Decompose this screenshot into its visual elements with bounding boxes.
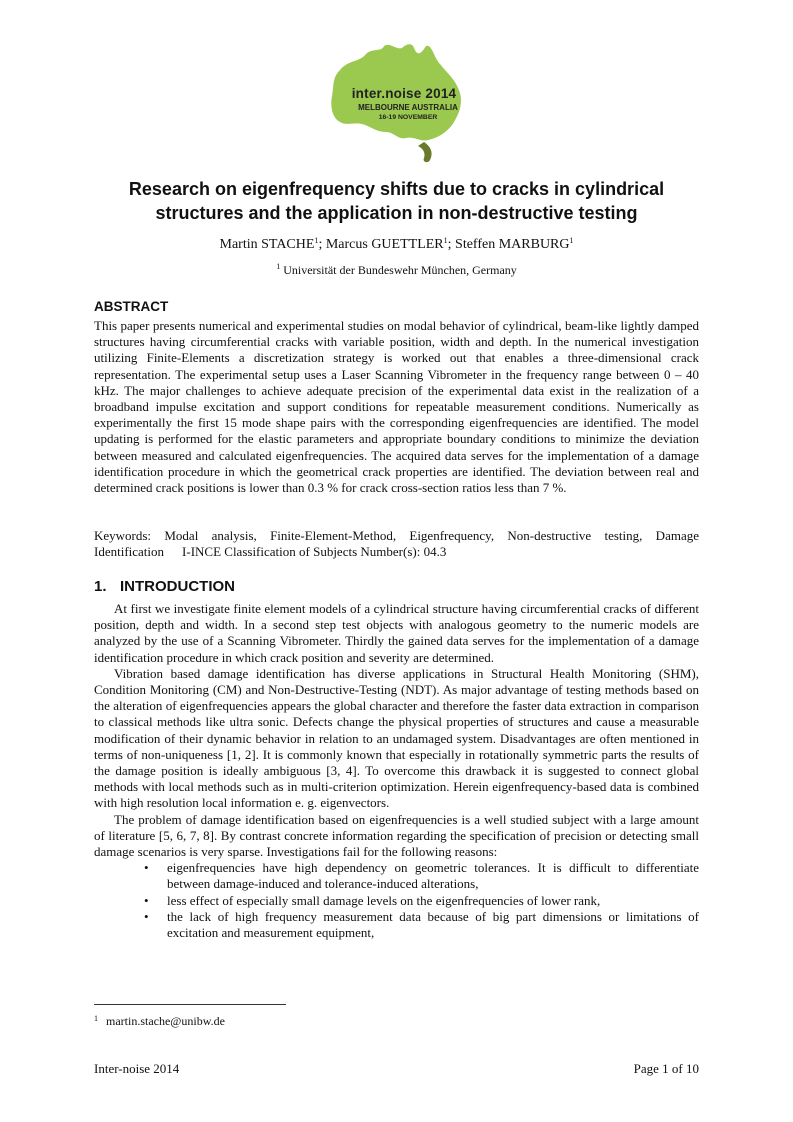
list-item bbox=[94, 860, 699, 892]
footer-conference: Inter-noise 2014 bbox=[94, 1061, 180, 1076]
author-affil-mark: 1 bbox=[314, 236, 319, 245]
bullet-icon: • bbox=[144, 908, 149, 924]
classification-text: I-INCE Classification of Subjects Number(s): 04.3 bbox=[182, 544, 447, 560]
author-name: Martin STACHE bbox=[219, 237, 315, 252]
footnote-email[interactable]: martin.stache@unibw.de bbox=[106, 1014, 225, 1028]
abstract-text: This paper presents numerical and experimental studies on modal behavior of cylindrical, beam-like lightly damped structures having circumferential cracks with variable position, width and depth. In the numerical investigation utilizing Finite-Elements a discretization strategy is worked out that enables a three-dimensional crack representation. The experimental setup uses a Laser Scanning Vibrometer in the frequency range between 0 – 40 kHz. The major challenges to achieve adequate precision of the experimental data exist in the realization of a broadband impulse excitation and support conditions for repeatable measurement conditions. Numerically as experimentally the first 15 mode shape pairs with the corresponding eigenfrequencies are identified. The model updating is performed for the elastic parameters and appropriate boundary conditions to minimize the deviation between measured and calculated eigenfrequencies. The acquired data serves for the implementation of a damage identification procedure in which the geometrical crack properties are identified. The deviation between real and determined crack positions is lower than 0.3 % for crack cross-section ratios less than 7 %. bbox=[94, 318, 699, 496]
footnote-divider bbox=[94, 1004, 286, 1005]
section-heading-introduction bbox=[94, 578, 235, 595]
logo-name: inter.noise 2014 bbox=[351, 86, 457, 101]
paragraph: Vibration based damage identification has diverse applications in Structural Health Monitoring (SHM), Condition Monitoring (CM) and Non-Destructive-Testing (NDT). As major advantage of testing methods based on the alteration of eigenfrequencies appears the global character and therefore the faster data extraction in comparison to classical methods like ultra sonic. Defects change the physical properties of structures and cause a measurable modification of their dynamic behavior in relation to an undamaged system. Disadvantages are often mentioned in terms of non-uniqueness [1, 2]. It is commonly known that especially in rotationally symmetric parts the results of the damage position is ideally ambiguous [3, 4]. To overcome this drawback it is suggested to connect global methods with local methods such as in multi-criterion optimization. Herein eigenfrequency-based data is combined with high resolution local information e. g. eigenvectors. bbox=[94, 665, 699, 811]
keywords bbox=[94, 528, 699, 560]
reasons-list bbox=[94, 860, 699, 941]
footer-page-number: Page 1 of 10 bbox=[633, 1061, 699, 1076]
author-affil-mark: 1 bbox=[569, 236, 574, 245]
abstract-heading: ABSTRACT bbox=[94, 299, 169, 314]
author-separator: ; bbox=[318, 237, 326, 252]
list-item-text: eigenfrequencies have high dependency on geometric tolerances. It is difficult to differentiate between damage-induced and tolerance-induced alterations, bbox=[167, 860, 699, 892]
footnote bbox=[94, 1014, 225, 1029]
affiliation-text: Universität der Bundeswehr München, Germany bbox=[283, 263, 517, 277]
keywords-text: Keywords: Modal analysis, Finite-Element-Method, Eigenfrequency, Non-destructive testing, Damage Identification bbox=[94, 528, 699, 560]
list-item bbox=[94, 909, 699, 941]
list-item-text: less effect of especially small damage levels on the eigenfrequencies of lower rank, bbox=[167, 892, 601, 908]
boomerang-shape bbox=[418, 142, 432, 162]
bullet-icon: • bbox=[144, 892, 149, 908]
introduction-body bbox=[94, 601, 699, 941]
paper-title: Research on eigenfrequency shifts due to cracks in cylindrical structures and the application in non-destructive testing bbox=[128, 179, 665, 223]
logo-date: 16-19 NOVEMBER bbox=[378, 114, 438, 121]
author-list bbox=[90, 237, 703, 253]
list-item bbox=[94, 893, 699, 909]
paragraph: At first we investigate finite element models of a cylindrical structure having circumferential cracks of different position, depth and width. In a second step test objects with analogous geometry to the numeric models are analyzed by the use of a Scanning Vibrometer. Thirdly the gained data serves for the implementation of a damage identification procedure in which crack position and severity are determined. bbox=[94, 601, 699, 665]
section-number: 1. bbox=[94, 578, 107, 595]
affiliation-mark: 1 bbox=[276, 262, 281, 271]
author-name: Steffen MARBURG bbox=[455, 237, 570, 252]
logo-city: MELBOURNE AUSTRALIA bbox=[358, 103, 458, 112]
bullet-icon: • bbox=[144, 860, 149, 876]
section-title: INTRODUCTION bbox=[120, 578, 235, 595]
author-name: Marcus GUETTLER bbox=[325, 237, 444, 252]
footnote-mark: 1 bbox=[94, 1014, 98, 1023]
author-separator: ; bbox=[447, 237, 456, 252]
conference-logo bbox=[326, 42, 466, 164]
list-item-text: the lack of high frequency measurement data because of big part dimensions or limitations of excitation and measurement equipment, bbox=[167, 908, 699, 941]
affiliation bbox=[90, 263, 703, 278]
author-affil-mark: 1 bbox=[443, 236, 448, 245]
paragraph: The problem of damage identification based on eigenfrequencies is a well studied subject with a large amount of literature [5, 6, 7, 8]. By contrast concrete information regarding the specification of precision or detecting small damage scenarios is very sparse. Investigations fail for the following reasons: bbox=[94, 811, 699, 860]
